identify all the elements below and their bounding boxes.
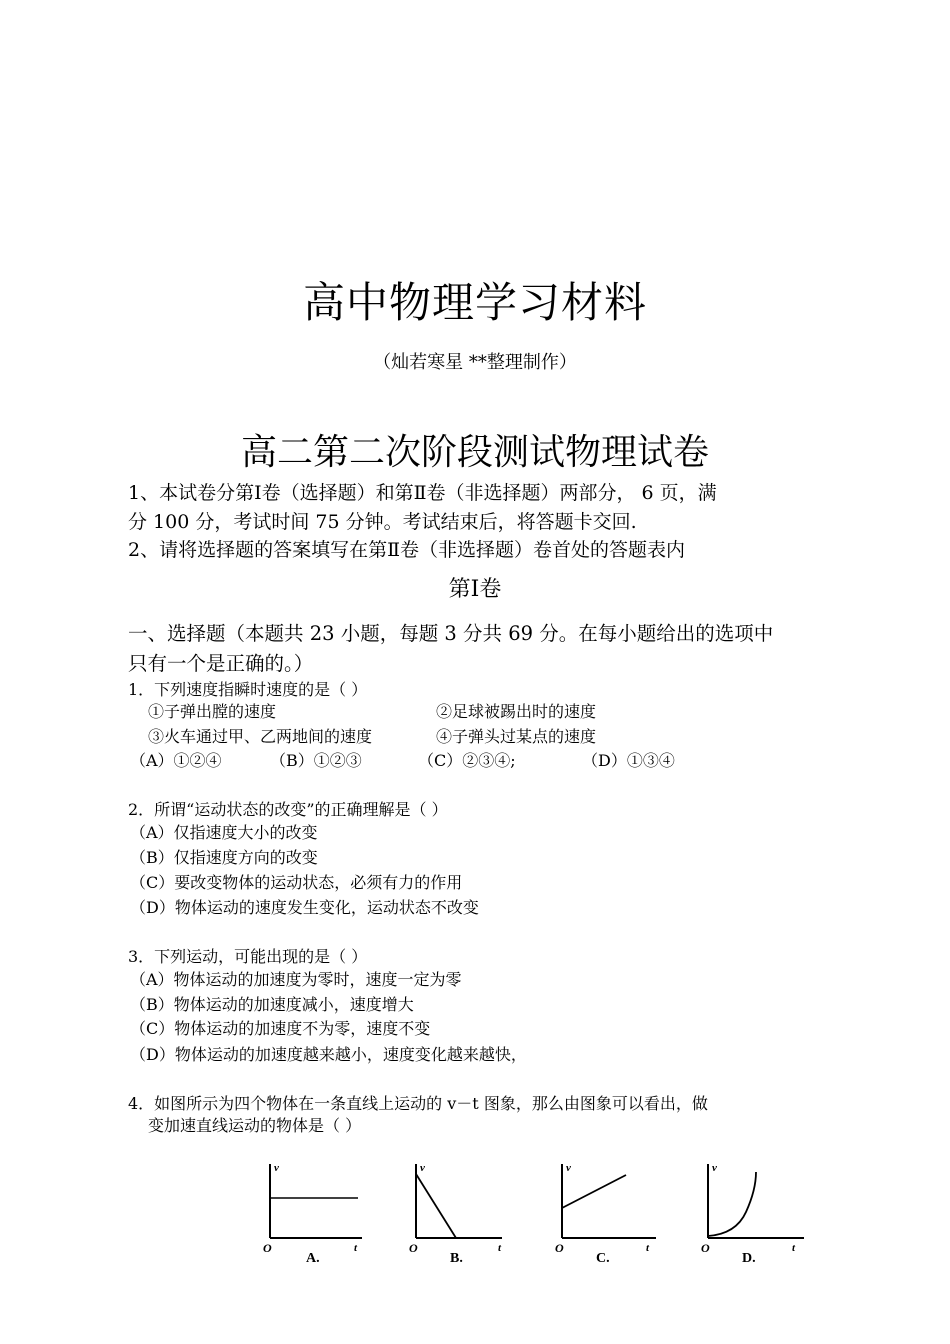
vt-graph-c-svg <box>546 1158 658 1270</box>
q1-option-c: （C）②③④; <box>418 751 516 770</box>
q2-option-d: （D）物体运动的速度发生变化，运动状态不改变 <box>130 898 479 917</box>
section-title: 第Ⅰ卷 <box>448 577 502 602</box>
q1-option-b: （B）①②③ <box>270 751 362 770</box>
t-axis-label: t <box>646 1242 650 1254</box>
vt-graph-b-svg <box>400 1158 512 1270</box>
graph-label: A. <box>306 1251 320 1266</box>
v-axis-label: v <box>420 1162 425 1174</box>
q3-option-b: （B）物体运动的加速度减小，速度增大 <box>130 995 414 1014</box>
vt-line <box>562 1175 626 1208</box>
q1-stem: 1．下列速度指瞬时速度的是（ ） <box>128 680 368 699</box>
vt-line <box>416 1174 456 1238</box>
origin-label: O <box>409 1241 418 1255</box>
q2-option-b: （B）仅指速度方向的改变 <box>130 848 318 867</box>
vt-graph-b <box>400 1158 512 1270</box>
q3-stem: 3．下列运动，可能出现的是（ ） <box>128 947 368 966</box>
origin-label: O <box>263 1241 272 1255</box>
q2-option-a: （A）仅指速度大小的改变 <box>130 823 318 842</box>
origin-label: O <box>701 1241 710 1255</box>
vt-graph-d-svg <box>692 1158 808 1270</box>
q1-item-1: ①子弹出膛的速度 <box>148 702 277 721</box>
vt-curve <box>708 1172 756 1236</box>
q3-option-a: （A）物体运动的加速度为零时，速度一定为零 <box>130 970 462 989</box>
graph-label: D. <box>742 1251 756 1266</box>
q3-option-d: （D）物体运动的加速度越来越小，速度变化越来越快， <box>130 1045 527 1064</box>
q1-item-4: ④子弹头过某点的速度 <box>436 727 597 746</box>
t-axis-label: t <box>498 1242 502 1254</box>
exam-title: 高二第二次阶段测试物理试卷 <box>240 432 709 473</box>
exam-note-line-3: 2、请将选择题的答案填写在第Ⅱ卷（非选择题）卷首处的答题表内 <box>128 539 686 561</box>
q2-option-c: （C）要改变物体的运动状态，必须有力的作用 <box>130 873 463 892</box>
graph-label: C. <box>596 1251 610 1266</box>
q1-item-2: ②足球被踢出时的速度 <box>436 702 597 721</box>
v-axis-label: v <box>566 1162 571 1174</box>
exam-note-line-1: 1、本试卷分第Ⅰ卷（选择题）和第Ⅱ卷（非选择题）两部分， 6 页，满 <box>128 482 717 504</box>
t-axis-label: t <box>792 1242 796 1254</box>
q1-option-d: （D）①③④ <box>582 751 675 770</box>
q4-stem-line-2: 变加速直线运动的物体是（ ） <box>148 1116 362 1135</box>
page-subtitle: （灿若寒星 **整理制作） <box>373 352 577 373</box>
q2-stem: 2．所谓“运动状态的改变”的正确理解是（ ） <box>128 800 448 819</box>
graph-label: B. <box>450 1251 463 1266</box>
q1-option-a: （A）①②④ <box>130 751 222 770</box>
origin-label: O <box>555 1241 564 1255</box>
vt-graph-a <box>254 1158 366 1270</box>
vt-graph-c <box>546 1158 658 1270</box>
part-heading-line-1: 一、选择题（本题共 23 小题，每题 3 分共 69 分。在每小题给出的选项中 <box>128 622 774 645</box>
page-title: 高中物理学习材料 <box>302 278 647 327</box>
v-axis-label: v <box>712 1162 717 1174</box>
q3-option-c: （C）物体运动的加速度不为零，速度不变 <box>130 1019 431 1038</box>
vt-graph-d <box>692 1158 808 1270</box>
q1-item-3: ③火车通过甲、乙两地间的速度 <box>148 727 373 746</box>
t-axis-label: t <box>354 1242 358 1254</box>
part-heading-line-2: 只有一个是正确的。） <box>128 652 314 675</box>
q4-stem-line-1: 4．如图所示为四个物体在一条直线上运动的 v－t 图象，那么由图象可以看出，做 <box>128 1094 708 1113</box>
exam-note-line-2: 分 100 分，考试时间 75 分钟。考试结束后，将答题卡交回. <box>128 511 637 533</box>
v-axis-label: v <box>274 1162 279 1174</box>
vt-graph-a-svg <box>254 1158 366 1270</box>
